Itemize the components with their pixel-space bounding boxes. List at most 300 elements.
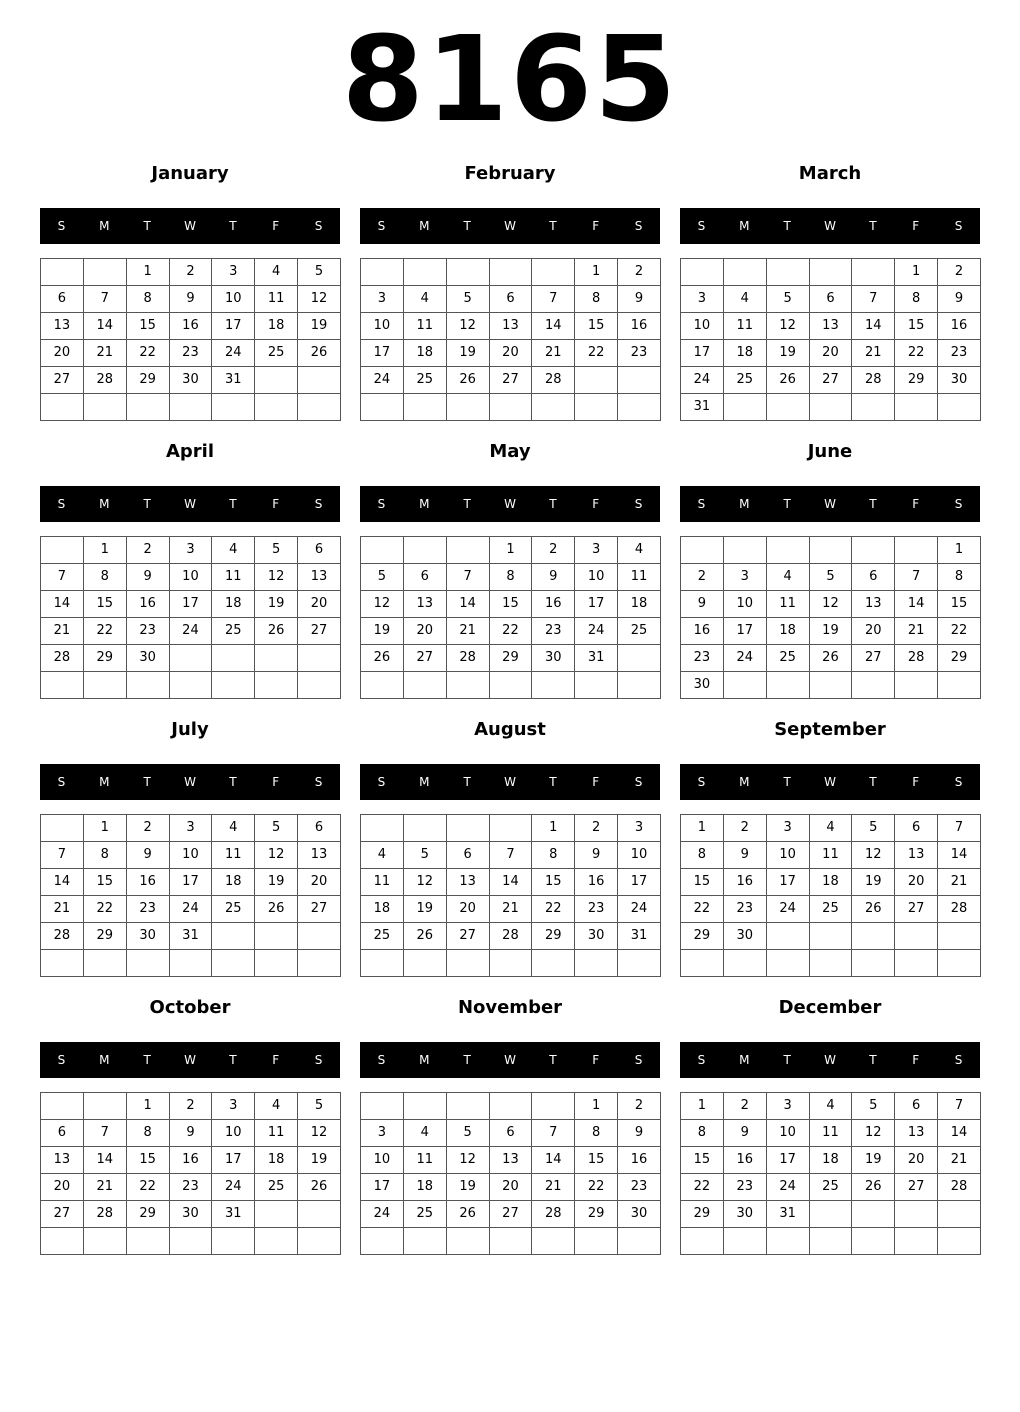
day-cell: 26 <box>255 618 298 645</box>
day-cell: 11 <box>809 1120 852 1147</box>
day-cell: 29 <box>575 1201 618 1228</box>
day-cell <box>766 537 809 564</box>
week-row <box>681 1120 981 1147</box>
day-grid <box>360 258 661 421</box>
day-cell: 1 <box>575 259 618 286</box>
weekday-label: S <box>954 775 963 789</box>
day-cell <box>489 672 532 699</box>
day-cell: 12 <box>361 591 404 618</box>
day-cell: 4 <box>618 537 661 564</box>
day-cell: 23 <box>575 896 618 923</box>
day-cell <box>41 1093 84 1120</box>
day-cell: 27 <box>298 896 341 923</box>
day-cell: 2 <box>126 537 169 564</box>
day-cell: 7 <box>446 564 489 591</box>
weekday-label: F <box>592 497 600 511</box>
day-cell: 13 <box>809 313 852 340</box>
day-cell: 22 <box>126 1174 169 1201</box>
week-row <box>41 1093 341 1120</box>
day-cell: 18 <box>403 1174 446 1201</box>
day-cell: 21 <box>41 896 84 923</box>
day-cell: 12 <box>255 564 298 591</box>
day-cell <box>361 672 404 699</box>
day-cell: 23 <box>723 896 766 923</box>
day-cell: 1 <box>489 537 532 564</box>
day-cell: 31 <box>681 394 724 421</box>
day-cell: 11 <box>723 313 766 340</box>
day-cell: 8 <box>83 842 126 869</box>
week-row <box>41 1120 341 1147</box>
weekday-label: S <box>634 219 643 233</box>
day-cell: 14 <box>41 869 84 896</box>
day-cell <box>83 672 126 699</box>
day-cell: 27 <box>809 367 852 394</box>
day-cell: 18 <box>766 618 809 645</box>
day-cell: 16 <box>723 1147 766 1174</box>
day-cell: 6 <box>895 1093 938 1120</box>
day-cell: 13 <box>403 591 446 618</box>
weekday-label: S <box>314 775 323 789</box>
weekday-label: T <box>869 497 877 511</box>
week-row <box>681 896 981 923</box>
day-cell: 18 <box>361 896 404 923</box>
day-cell: 10 <box>723 591 766 618</box>
day-cell <box>446 672 489 699</box>
day-cell: 18 <box>618 591 661 618</box>
day-cell: 20 <box>446 896 489 923</box>
day-cell: 1 <box>83 815 126 842</box>
day-cell: 5 <box>446 286 489 313</box>
week-row <box>361 1201 661 1228</box>
day-cell <box>403 672 446 699</box>
day-cell: 18 <box>403 340 446 367</box>
day-cell: 14 <box>938 1120 981 1147</box>
day-cell: 12 <box>255 842 298 869</box>
day-cell <box>298 1201 341 1228</box>
day-cell: 9 <box>532 564 575 591</box>
day-cell <box>723 1228 766 1255</box>
day-cell <box>41 1228 84 1255</box>
day-cell: 17 <box>766 1147 809 1174</box>
weekday-label: T <box>549 219 557 233</box>
day-cell: 8 <box>126 286 169 313</box>
day-cell: 29 <box>489 645 532 672</box>
day-cell: 30 <box>575 923 618 950</box>
day-cell: 30 <box>126 923 169 950</box>
day-cell: 17 <box>212 313 255 340</box>
day-cell: 20 <box>41 1174 84 1201</box>
day-cell: 23 <box>681 645 724 672</box>
day-cell: 29 <box>938 645 981 672</box>
day-cell: 27 <box>895 1174 938 1201</box>
day-cell: 16 <box>618 313 661 340</box>
day-cell: 19 <box>852 1147 895 1174</box>
day-cell: 30 <box>126 645 169 672</box>
day-cell: 21 <box>83 1174 126 1201</box>
weekday-header <box>680 764 980 800</box>
day-cell: 5 <box>255 815 298 842</box>
day-cell: 10 <box>361 1147 404 1174</box>
day-cell: 26 <box>403 923 446 950</box>
day-cell: 3 <box>575 537 618 564</box>
day-cell: 25 <box>403 1201 446 1228</box>
weekday-label: T <box>549 1053 557 1067</box>
day-cell: 9 <box>938 286 981 313</box>
weekday-label: F <box>272 1053 280 1067</box>
day-cell: 10 <box>361 313 404 340</box>
day-grid <box>40 1092 341 1255</box>
week-row <box>681 645 981 672</box>
day-cell <box>126 672 169 699</box>
day-cell <box>489 394 532 421</box>
weekday-header <box>360 208 660 244</box>
day-cell: 2 <box>169 1093 212 1120</box>
day-grid <box>360 1092 661 1255</box>
week-row <box>681 591 981 618</box>
week-row <box>361 1093 661 1120</box>
day-cell: 4 <box>255 259 298 286</box>
weekday-label: F <box>592 1053 600 1067</box>
day-grid <box>40 814 341 977</box>
day-cell: 22 <box>532 896 575 923</box>
day-cell: 2 <box>681 564 724 591</box>
day-cell <box>852 923 895 950</box>
day-cell: 21 <box>532 1174 575 1201</box>
week-row <box>41 923 341 950</box>
day-cell: 3 <box>169 537 212 564</box>
day-cell: 5 <box>446 1120 489 1147</box>
day-cell: 20 <box>809 340 852 367</box>
weekday-label: S <box>377 775 386 789</box>
day-cell <box>361 950 404 977</box>
weekday-label: W <box>824 1053 836 1067</box>
weekday-label: T <box>783 497 791 511</box>
day-cell: 24 <box>575 618 618 645</box>
weekday-label: S <box>954 497 963 511</box>
day-cell: 7 <box>532 286 575 313</box>
month-name: May <box>489 441 531 462</box>
day-cell: 9 <box>681 591 724 618</box>
day-cell: 19 <box>255 869 298 896</box>
day-cell: 2 <box>618 1093 661 1120</box>
day-cell: 8 <box>489 564 532 591</box>
week-row <box>681 672 981 699</box>
day-cell: 31 <box>618 923 661 950</box>
day-cell: 17 <box>169 869 212 896</box>
day-grid <box>360 536 661 699</box>
day-cell: 19 <box>446 340 489 367</box>
day-cell <box>809 923 852 950</box>
day-cell: 11 <box>212 564 255 591</box>
day-cell <box>403 1228 446 1255</box>
day-cell: 2 <box>575 815 618 842</box>
day-cell: 5 <box>852 815 895 842</box>
day-cell: 30 <box>169 367 212 394</box>
day-cell: 16 <box>169 313 212 340</box>
day-cell: 5 <box>809 564 852 591</box>
week-row <box>681 537 981 564</box>
week-row <box>361 286 661 313</box>
day-cell <box>938 394 981 421</box>
weekday-label: W <box>184 1053 196 1067</box>
day-cell <box>575 672 618 699</box>
week-row <box>41 313 341 340</box>
day-cell: 27 <box>403 645 446 672</box>
weekday-header <box>40 208 340 244</box>
weekday-label: M <box>99 497 110 511</box>
day-cell: 18 <box>809 869 852 896</box>
week-row <box>41 286 341 313</box>
weekday-header <box>40 764 340 800</box>
day-cell <box>766 259 809 286</box>
day-cell: 20 <box>298 869 341 896</box>
day-cell: 28 <box>83 1201 126 1228</box>
day-cell: 25 <box>212 618 255 645</box>
weekday-label: W <box>504 497 516 511</box>
day-cell: 2 <box>723 815 766 842</box>
day-cell: 19 <box>852 869 895 896</box>
weekday-header <box>680 1042 980 1078</box>
weekday-label: T <box>143 1053 151 1067</box>
day-cell <box>938 1228 981 1255</box>
day-cell: 21 <box>41 618 84 645</box>
weekday-label: T <box>229 497 237 511</box>
day-cell <box>723 672 766 699</box>
day-cell: 25 <box>809 1174 852 1201</box>
day-cell: 28 <box>532 1201 575 1228</box>
day-cell: 5 <box>298 259 341 286</box>
day-cell <box>361 537 404 564</box>
day-cell <box>361 815 404 842</box>
day-cell: 8 <box>83 564 126 591</box>
day-cell: 13 <box>895 842 938 869</box>
day-cell: 28 <box>83 367 126 394</box>
day-cell <box>681 259 724 286</box>
day-cell: 3 <box>212 259 255 286</box>
day-cell: 27 <box>41 1201 84 1228</box>
day-cell <box>255 923 298 950</box>
day-cell: 10 <box>212 1120 255 1147</box>
day-cell: 12 <box>298 286 341 313</box>
day-cell: 9 <box>575 842 618 869</box>
week-row <box>41 1228 341 1255</box>
day-cell <box>809 1201 852 1228</box>
day-cell: 12 <box>809 591 852 618</box>
weekday-label: S <box>634 497 643 511</box>
day-cell <box>446 259 489 286</box>
day-cell: 15 <box>83 591 126 618</box>
weekday-label: F <box>912 219 920 233</box>
day-grid <box>680 1092 981 1255</box>
week-row <box>681 1174 981 1201</box>
day-cell <box>212 645 255 672</box>
day-cell <box>169 672 212 699</box>
day-cell <box>852 394 895 421</box>
day-cell <box>41 394 84 421</box>
day-cell: 19 <box>361 618 404 645</box>
week-row <box>361 340 661 367</box>
day-cell: 24 <box>723 645 766 672</box>
day-cell: 16 <box>126 591 169 618</box>
day-cell: 7 <box>938 815 981 842</box>
weekday-label: W <box>184 497 196 511</box>
week-row <box>361 645 661 672</box>
weekday-header <box>680 486 980 522</box>
day-cell: 4 <box>809 1093 852 1120</box>
day-cell: 13 <box>852 591 895 618</box>
day-cell: 20 <box>489 1174 532 1201</box>
day-cell: 28 <box>532 367 575 394</box>
day-cell: 25 <box>766 645 809 672</box>
day-cell <box>403 394 446 421</box>
month-name: July <box>171 719 209 740</box>
day-cell: 4 <box>212 815 255 842</box>
day-cell: 13 <box>895 1120 938 1147</box>
day-cell: 6 <box>489 1120 532 1147</box>
day-cell: 29 <box>681 923 724 950</box>
weekday-label: S <box>377 219 386 233</box>
day-cell <box>532 950 575 977</box>
day-cell <box>895 537 938 564</box>
weekday-label: W <box>824 775 836 789</box>
day-cell: 9 <box>618 1120 661 1147</box>
weekday-label: F <box>912 1053 920 1067</box>
day-cell <box>618 672 661 699</box>
day-cell: 9 <box>723 842 766 869</box>
day-cell: 17 <box>361 340 404 367</box>
day-cell <box>212 672 255 699</box>
week-row <box>41 950 341 977</box>
day-cell: 9 <box>169 286 212 313</box>
day-cell: 5 <box>361 564 404 591</box>
week-row <box>41 618 341 645</box>
weekday-label: T <box>549 775 557 789</box>
weekday-label: T <box>869 219 877 233</box>
day-cell: 20 <box>895 1147 938 1174</box>
weekday-label: T <box>143 219 151 233</box>
week-row <box>681 313 981 340</box>
day-cell: 16 <box>575 869 618 896</box>
day-cell <box>446 1093 489 1120</box>
week-row <box>361 672 661 699</box>
day-cell: 30 <box>532 645 575 672</box>
weekday-label: M <box>739 775 750 789</box>
day-cell: 23 <box>126 896 169 923</box>
weekday-header <box>680 208 980 244</box>
day-cell <box>852 950 895 977</box>
day-cell <box>446 815 489 842</box>
week-row <box>681 259 981 286</box>
day-cell: 17 <box>766 869 809 896</box>
day-cell: 3 <box>361 286 404 313</box>
day-cell: 5 <box>298 1093 341 1120</box>
day-cell: 16 <box>532 591 575 618</box>
day-cell: 13 <box>446 869 489 896</box>
day-cell: 21 <box>852 340 895 367</box>
day-cell: 16 <box>126 869 169 896</box>
weekday-label: M <box>419 775 430 789</box>
day-cell: 15 <box>575 1147 618 1174</box>
weekday-header <box>360 764 660 800</box>
month-name: December <box>778 997 882 1018</box>
day-grid <box>360 814 661 977</box>
day-cell <box>681 950 724 977</box>
week-row <box>361 394 661 421</box>
day-cell: 28 <box>489 923 532 950</box>
week-row <box>41 1174 341 1201</box>
day-cell: 18 <box>255 313 298 340</box>
day-cell: 26 <box>446 1201 489 1228</box>
week-row <box>361 869 661 896</box>
day-cell <box>766 672 809 699</box>
day-cell: 8 <box>681 842 724 869</box>
week-row <box>361 537 661 564</box>
weekday-label: W <box>184 775 196 789</box>
day-cell: 17 <box>618 869 661 896</box>
day-cell: 1 <box>681 815 724 842</box>
day-cell: 14 <box>938 842 981 869</box>
weekday-label: S <box>697 219 706 233</box>
day-cell: 10 <box>575 564 618 591</box>
day-cell: 23 <box>723 1174 766 1201</box>
week-row <box>41 394 341 421</box>
day-cell <box>361 259 404 286</box>
day-cell <box>255 950 298 977</box>
day-cell: 7 <box>41 564 84 591</box>
day-cell: 19 <box>446 1174 489 1201</box>
week-row <box>41 340 341 367</box>
day-cell: 6 <box>852 564 895 591</box>
day-cell <box>723 950 766 977</box>
day-cell: 8 <box>126 1120 169 1147</box>
day-cell: 13 <box>41 313 84 340</box>
day-cell <box>809 259 852 286</box>
day-cell <box>809 537 852 564</box>
day-cell: 23 <box>169 340 212 367</box>
day-cell: 1 <box>126 1093 169 1120</box>
weekday-label: S <box>954 219 963 233</box>
day-cell <box>532 259 575 286</box>
weekday-header <box>40 486 340 522</box>
day-cell: 9 <box>126 564 169 591</box>
day-cell: 30 <box>618 1201 661 1228</box>
day-cell <box>489 259 532 286</box>
day-cell: 30 <box>723 923 766 950</box>
week-row <box>361 591 661 618</box>
day-cell: 24 <box>766 896 809 923</box>
day-cell: 15 <box>681 869 724 896</box>
day-cell: 11 <box>255 1120 298 1147</box>
weekday-label: W <box>824 497 836 511</box>
day-cell <box>41 672 84 699</box>
day-cell <box>41 259 84 286</box>
day-cell: 11 <box>361 869 404 896</box>
day-cell <box>618 394 661 421</box>
day-cell: 16 <box>618 1147 661 1174</box>
day-cell: 31 <box>169 923 212 950</box>
day-cell: 30 <box>938 367 981 394</box>
day-cell: 22 <box>575 1174 618 1201</box>
day-cell <box>723 394 766 421</box>
day-cell: 6 <box>489 286 532 313</box>
day-cell <box>255 645 298 672</box>
day-cell: 11 <box>403 1147 446 1174</box>
day-cell <box>489 1228 532 1255</box>
day-cell: 17 <box>169 591 212 618</box>
weekday-label: T <box>143 497 151 511</box>
weekday-label: M <box>739 497 750 511</box>
weekday-header <box>360 486 660 522</box>
